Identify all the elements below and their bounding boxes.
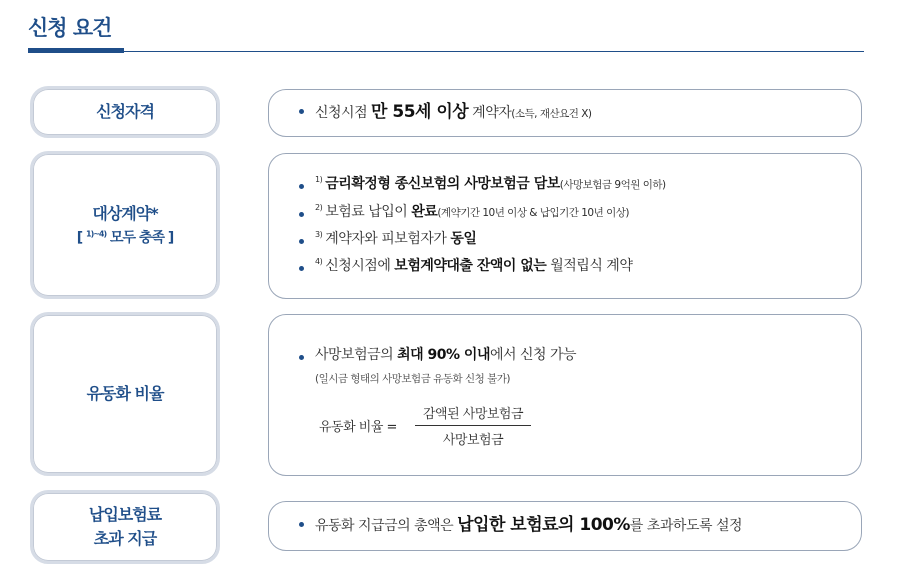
content-premium-excess: [268, 501, 862, 551]
formula-fraction: [415, 403, 531, 448]
bullet-segment: 신청시점: [315, 105, 372, 122]
bullet-segment: 보험료 납입이: [325, 203, 412, 220]
bullet-max-ratio: [299, 342, 841, 369]
bullet-condition-4: [299, 253, 841, 280]
label-target-contract-sub: [ $^{1)\sim 4)}$ 모두 충족 ]: [76, 229, 174, 246]
title-underline: [28, 48, 124, 53]
bullet-segment: 납입한 보험료의 100%: [457, 515, 630, 536]
label-premium-excess: [30, 490, 220, 564]
bullet-segment: 에서 신청 가능: [489, 347, 577, 364]
bullet-segment: 2): [315, 202, 323, 212]
bullet-total-payment: [299, 509, 841, 542]
bullet-segment: 3): [315, 230, 323, 239]
formula-denominator: 사망보험금: [442, 432, 504, 448]
bullet-segment: 최대 90% 이내: [397, 347, 490, 364]
content-target-contract: [268, 153, 862, 299]
label-eligibility-text: 신청자격: [96, 102, 154, 122]
label-eligibility: [30, 86, 220, 138]
bullet-segment: 유동화 지급금의 총액은: [315, 518, 458, 535]
bullet-segment: (계약기간 10년 이상 & 납입기간 10년 이상): [437, 206, 629, 219]
formula-numerator: 감액된 사망보험금: [415, 403, 531, 426]
bullet-segment: 동일: [450, 231, 477, 247]
page-title: 신청 요건: [28, 16, 112, 40]
bullet-segment: 사망보험금의: [315, 347, 398, 364]
bullet-segment: (소득, 재산요건 X): [511, 108, 592, 121]
label-liquidation-ratio: [30, 312, 220, 476]
bullet-segment: 를 초과하도록 설정: [629, 518, 742, 535]
bullet-segment: 완료: [411, 203, 438, 220]
label-target-contract-text: 대상계약*: [92, 203, 158, 223]
bullet-segment: 1): [315, 175, 323, 185]
bullet-segment: (사망보험금 9억원 이하): [559, 179, 666, 192]
bullet-segment: 신청시점에: [325, 258, 395, 275]
bullet-segment: 월적립식 계약: [546, 258, 633, 275]
bullet-segment: 보험계약대출 잔액이 없는: [394, 258, 547, 275]
bullet-segment: 만 55세 이상: [371, 102, 469, 123]
bullet-segment: 계약자와 피보험자가: [325, 231, 451, 247]
formula-lhs: 유동화 비율 =: [319, 419, 397, 435]
label-premium-excess-line1: 납입보험료: [88, 505, 162, 524]
bullet-segment: 계약자: [468, 105, 512, 122]
bullet-condition-3: [299, 226, 841, 253]
label-target-contract: [30, 151, 220, 299]
bullet-segment: 4): [315, 257, 323, 267]
label-liquidation-ratio-text: 유동화 비율: [86, 384, 164, 404]
bullet-list: [299, 96, 841, 129]
ratio-formula: [299, 403, 841, 448]
lump-sum-note: (일시금 형태의 사망보험금 유동화 신청 불가): [315, 372, 510, 385]
content-eligibility: [268, 89, 862, 137]
label-premium-excess-line2: 초과 지급: [93, 529, 157, 548]
content-liquidation-ratio: [268, 314, 862, 476]
title-divider: [124, 51, 864, 52]
bullet-condition-1: [299, 171, 841, 198]
bullet-segment: 금리확정형 종신보험의 사망보험금 담보: [325, 176, 560, 193]
bullet-condition-2: [299, 199, 841, 226]
